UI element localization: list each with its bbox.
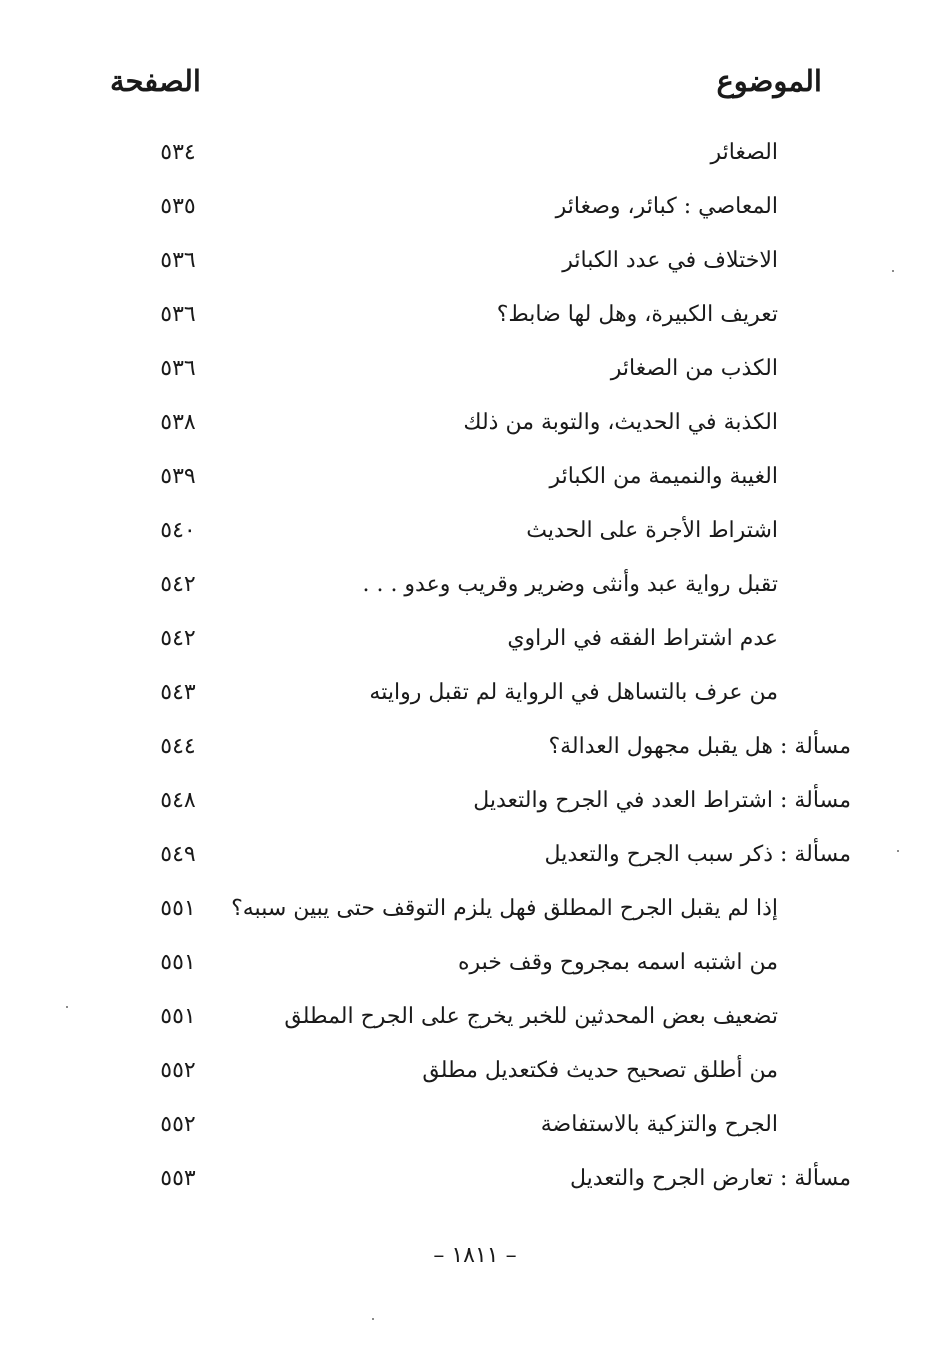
- entry-page-number: ٥٣٤: [160, 140, 196, 165]
- entry-page-number: ٥٣٨: [160, 410, 196, 435]
- entry-page-number: ٥٥١: [160, 896, 196, 921]
- entry-topic: من اشتبه اسمه بمجروح وقف خبره: [458, 950, 778, 975]
- scan-speck: [897, 850, 899, 852]
- entry-page-number: ٥٣٦: [160, 248, 196, 273]
- index-entry: [0, 612, 950, 666]
- entry-topic: تضعيف بعض المحدثين للخبر يخرج على الجرح المطلق: [284, 1004, 778, 1029]
- entry-topic: مسألة : هل يقبل مجهول العدالة؟: [548, 734, 851, 759]
- index-entries: [0, 126, 950, 1206]
- index-entry: [0, 1098, 950, 1152]
- entry-topic: مسألة : تعارض الجرح والتعديل: [569, 1166, 851, 1191]
- entry-page-number: ٥٥١: [160, 950, 196, 975]
- entry-topic: من أطلق تصحيح حديث فكتعديل مطلق: [422, 1058, 778, 1083]
- scan-speck: [892, 270, 894, 272]
- page-number: – ١٨١١ –: [433, 1243, 517, 1268]
- entry-topic: الاختلاف في عدد الكبائر: [562, 248, 778, 273]
- index-entry: [0, 504, 950, 558]
- index-entry: [0, 234, 950, 288]
- index-entry: [0, 450, 950, 504]
- index-entry: [0, 720, 950, 774]
- entry-topic: الغيبة والنميمة من الكبائر: [549, 464, 778, 489]
- entry-topic: إذا لم يقبل الجرح المطلق فهل يلزم التوقف حتى يبين سببه؟: [231, 896, 778, 921]
- entry-topic: الجرح والتزكية بالاستفاضة: [540, 1112, 778, 1137]
- entry-topic: تعريف الكبيرة، وهل لها ضابط؟: [496, 302, 778, 327]
- entry-page-number: ٥٥٣: [160, 1166, 196, 1191]
- page-column-heading: الصفحة: [110, 64, 201, 98]
- entry-page-number: ٥٣٦: [160, 356, 196, 381]
- entry-topic: مسألة : ذكر سبب الجرح والتعديل: [544, 842, 851, 867]
- entry-topic: تقبل رواية عبد وأنثى وضرير وقريب وعدو . . .: [362, 572, 778, 597]
- index-entry: [0, 180, 950, 234]
- entry-topic: من عرف بالتساهل في الرواية لم تقبل روايته: [369, 680, 778, 705]
- index-entry: [0, 342, 950, 396]
- index-entry: [0, 882, 950, 936]
- index-entry: [0, 774, 950, 828]
- entry-topic: عدم اشتراط الفقه في الراوي: [507, 626, 778, 651]
- entry-topic: المعاصي : كبائر، وصغائر: [555, 194, 778, 219]
- entry-topic: الصغائر: [710, 140, 778, 165]
- entry-page-number: ٥٤٨: [160, 788, 196, 813]
- entry-page-number: ٥٤٢: [160, 572, 196, 597]
- entry-page-number: ٥٥٢: [160, 1112, 196, 1137]
- topic-column-heading: الموضوع: [716, 64, 822, 98]
- entry-page-number: ٥٤٣: [160, 680, 196, 705]
- scan-speck: [66, 1006, 68, 1008]
- index-entry: [0, 396, 950, 450]
- entry-page-number: ٥٤٢: [160, 626, 196, 651]
- entry-page-number: ٥٣٦: [160, 302, 196, 327]
- entry-page-number: ٥٥١: [160, 1004, 196, 1029]
- scan-speck: [372, 1318, 374, 1320]
- index-entry: [0, 1152, 950, 1206]
- entry-topic: مسألة : اشتراط العدد في الجرح والتعديل: [473, 788, 851, 813]
- entry-page-number: ٥٥٢: [160, 1058, 196, 1083]
- index-entry: [0, 990, 950, 1044]
- entry-page-number: ٥٤٤: [160, 734, 196, 759]
- index-entry: [0, 828, 950, 882]
- index-entry: [0, 126, 950, 180]
- index-entry: [0, 288, 950, 342]
- index-entry: [0, 666, 950, 720]
- entry-page-number: ٥٣٥: [160, 194, 196, 219]
- entry-topic: اشتراط الأجرة على الحديث: [526, 518, 778, 543]
- entry-page-number: ٥٤٩: [160, 842, 196, 867]
- table-header: [110, 64, 822, 114]
- entry-topic: الكذبة في الحديث، والتوبة من ذلك: [463, 410, 778, 435]
- index-entry: [0, 936, 950, 990]
- entry-topic: الكذب من الصغائر: [610, 356, 778, 381]
- entry-page-number: ٥٣٩: [160, 464, 196, 489]
- entry-page-number: ٥٤٠: [160, 518, 196, 543]
- index-entry: [0, 1044, 950, 1098]
- index-entry: [0, 558, 950, 612]
